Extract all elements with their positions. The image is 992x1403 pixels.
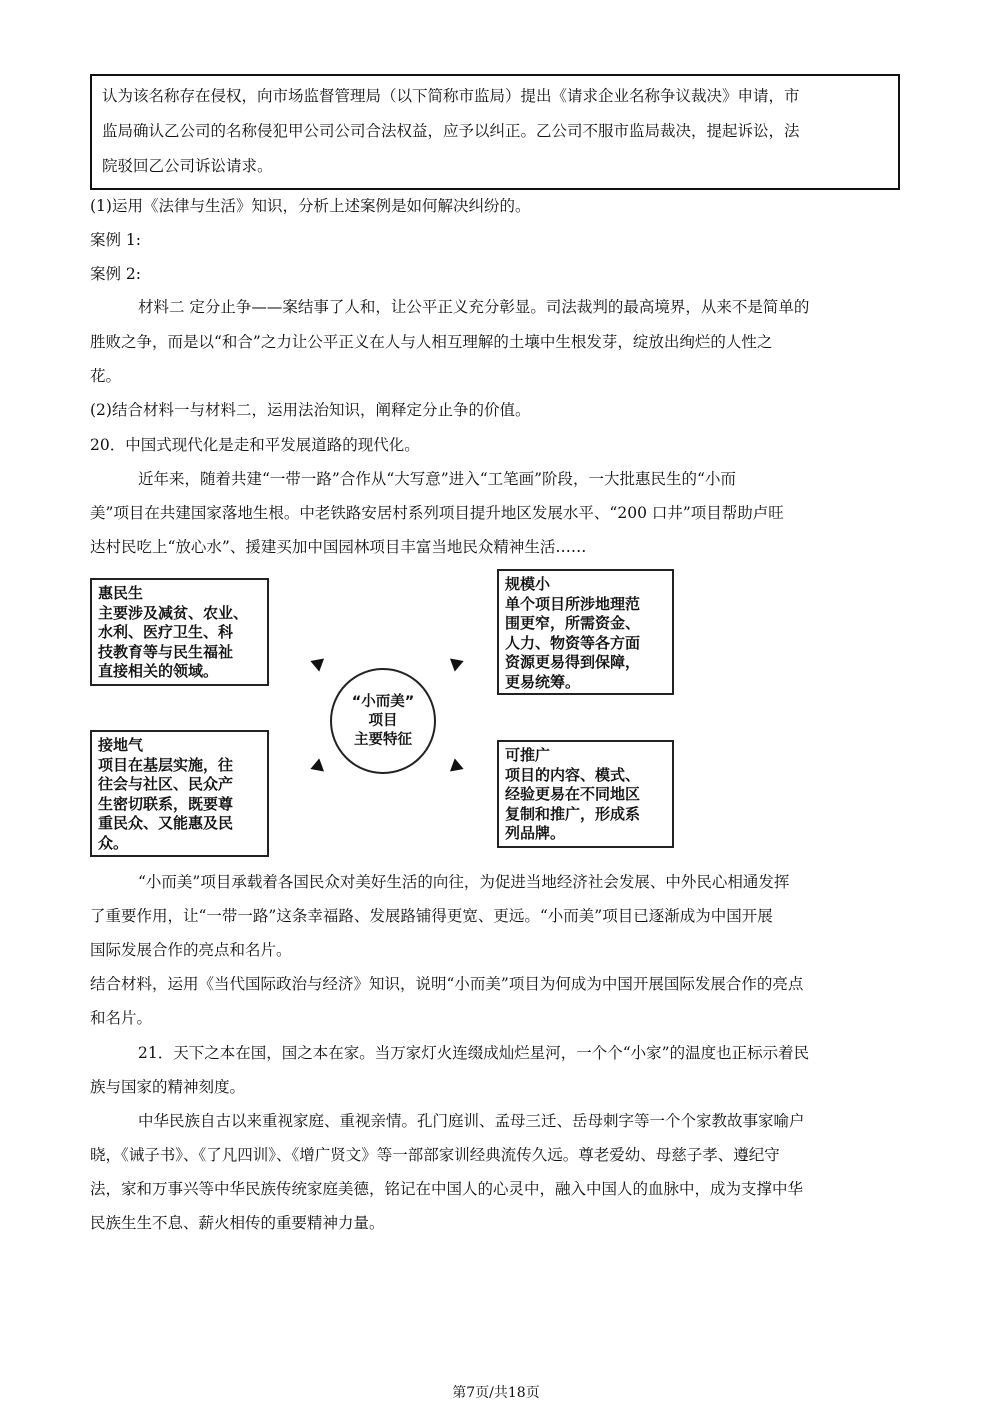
feature-text: 水利、医疗卫生、科 (98, 623, 234, 641)
arrow-top-left-icon (308, 654, 324, 671)
q20-title: 20．中国式现代化是走和平发展道路的现代化。 (90, 436, 420, 454)
q21-intro-line: 21．天下之本在国，国之本在家。当万家灯火连缀成灿烂星河，一个个“小家”的温度也正标示着民 (138, 1044, 810, 1062)
feature-text: 资源更易得到保障， (505, 653, 641, 671)
feature-box-guimoxiao (497, 569, 674, 695)
case-box-line: 监局确认乙公司的名称侵犯甲公司公司合法权益，应予以纠正。乙公司不服市监局裁决，提起诉讼，法 (102, 122, 800, 140)
feature-text: 技教育等与民生福祉 (98, 642, 234, 661)
q19-sub2: (2)结合材料一与材料二，运用法治知识，阐释定分止争的价值。 (90, 401, 531, 419)
q21-para-line: 晓，《诫子书》、《了凡四训》、《增广贤文》等一部部家训经典流传久远。尊老爱幼、母慈子孝、遵纪守 (90, 1146, 780, 1164)
q20-intro-line: 美”项目在共建国家落地生根。中老铁路安居村系列项目提升地区发展水平、“200 口井”项目帮助卢旺 (90, 504, 784, 522)
q19-case1: 案例 1: (90, 231, 142, 249)
feature-text: 直接相关的领域。 (98, 662, 219, 680)
feature-text: 单个项目所涉地理范 (505, 594, 641, 613)
arrow-bottom-right-icon (450, 758, 466, 775)
material2-line: 材料二 定分止争——案结事了人和，让公平正义充分彰显。司法裁判的最高境界，从来不是简单的 (138, 298, 810, 316)
q20-after-line: 国际发展合作的亮点和名片。 (90, 941, 292, 959)
arrow-bottom-left-icon (308, 758, 324, 775)
feature-text: 众。 (98, 833, 129, 852)
material2-line: 花。 (90, 367, 122, 385)
q20-intro-line: 达村民吃上“放心水”、援建买加中国园林项目丰富当地民众精神生活…… (90, 538, 587, 556)
feature-text: 更易统筹。 (505, 672, 581, 691)
feature-box-ketuiguang (497, 740, 674, 848)
feature-text: 生密切联系，既要尊 (98, 794, 234, 813)
case-box (90, 74, 900, 190)
arrow-top-right-icon (450, 654, 466, 671)
q20-intro-line: 近年来，随着共建“一带一路”合作从“大写意”进入“工笔画”阶段，一大批惠民生的“小而 (138, 470, 736, 488)
case-box-line: 认为该名称存在侵权，向市场监督管理局（以下简称市监局）提出《请求企业名称争议裁决》申请，市 (102, 87, 800, 105)
case-box-line: 院驳回乙公司诉讼请求。 (102, 157, 273, 175)
feature-text: 往会与社区、民众产 (98, 775, 234, 793)
q20-after-line: 了重要作用，让“一带一路”这条幸福路、发展路铺得更宽、更远。“小而美”项目已逐渐成为中国开展 (90, 907, 773, 925)
feature-heading: 惠民生 (98, 584, 144, 602)
q19-case2: 案例 2: (90, 265, 142, 283)
feature-text: 复制和推广，形成系 (505, 804, 641, 823)
q20-after-line: “小而美”项目承载着各国民众对美好生活的向往，为促进当地经济社会发展、中外民心相通发挥 (138, 873, 790, 891)
feature-heading: 接地气 (98, 736, 144, 754)
feature-text: 人力、物资等各方面 (505, 633, 641, 652)
feature-text: 重民众、又能惠及民 (98, 814, 234, 832)
feature-box-jiediqi (90, 730, 269, 857)
q21-para-line: 中华民族自古以来重视家庭、重视亲情。孔门庭训、孟母三迁、岳母刺字等一个个家教故事家喻户 (138, 1112, 805, 1130)
q20-question-line: 和名片。 (90, 1009, 153, 1027)
page-number: 第7页/共18页 (452, 1385, 540, 1401)
features-diagram (90, 568, 690, 860)
q20-question-line: 结合材料，运用《当代国际政治与经济》知识，说明“小而美”项目为何成为中国开展国际发展合作的亮点 (90, 975, 804, 993)
material2-line: 胜败之争，而是以“和合”之力让公平正义在人与人相互理解的土壤中生根发芽，绽放出绚烂的人性之 (90, 333, 773, 351)
feature-text: 项目的内容、模式、 (505, 765, 641, 784)
q21-para-line: 民族生生不息、薪火相传的重要精神力量。 (90, 1214, 385, 1232)
center-text: 项目 (368, 712, 398, 729)
feature-heading: 可推广 (505, 746, 551, 764)
feature-text: 列品牌。 (505, 824, 566, 842)
feature-heading: 规模小 (505, 575, 551, 593)
q21-intro-line: 族与国家的精神刻度。 (90, 1078, 246, 1096)
center-text: 主要特征 (354, 731, 412, 748)
feature-text: 主要涉及减贫、农业、 (98, 603, 249, 622)
center-text: “小而美” (351, 693, 415, 710)
center-circle (330, 668, 436, 774)
feature-text: 项目在基层实施，往 (98, 755, 234, 774)
feature-text: 经验更易在不同地区 (505, 785, 641, 803)
q21-para-line: 法，家和万事兴等中华民族传统家庭美德，铭记在中国人的心灵中，融入中国人的血脉中，成为支撑中华 (90, 1180, 804, 1198)
q19-sub1: (1)运用《法律与生活》知识，分析上述案例是如何解决纠纷的。 (90, 197, 531, 215)
feature-text: 围更窄，所需资金、 (505, 614, 641, 632)
feature-box-huiminsheng (90, 578, 269, 686)
